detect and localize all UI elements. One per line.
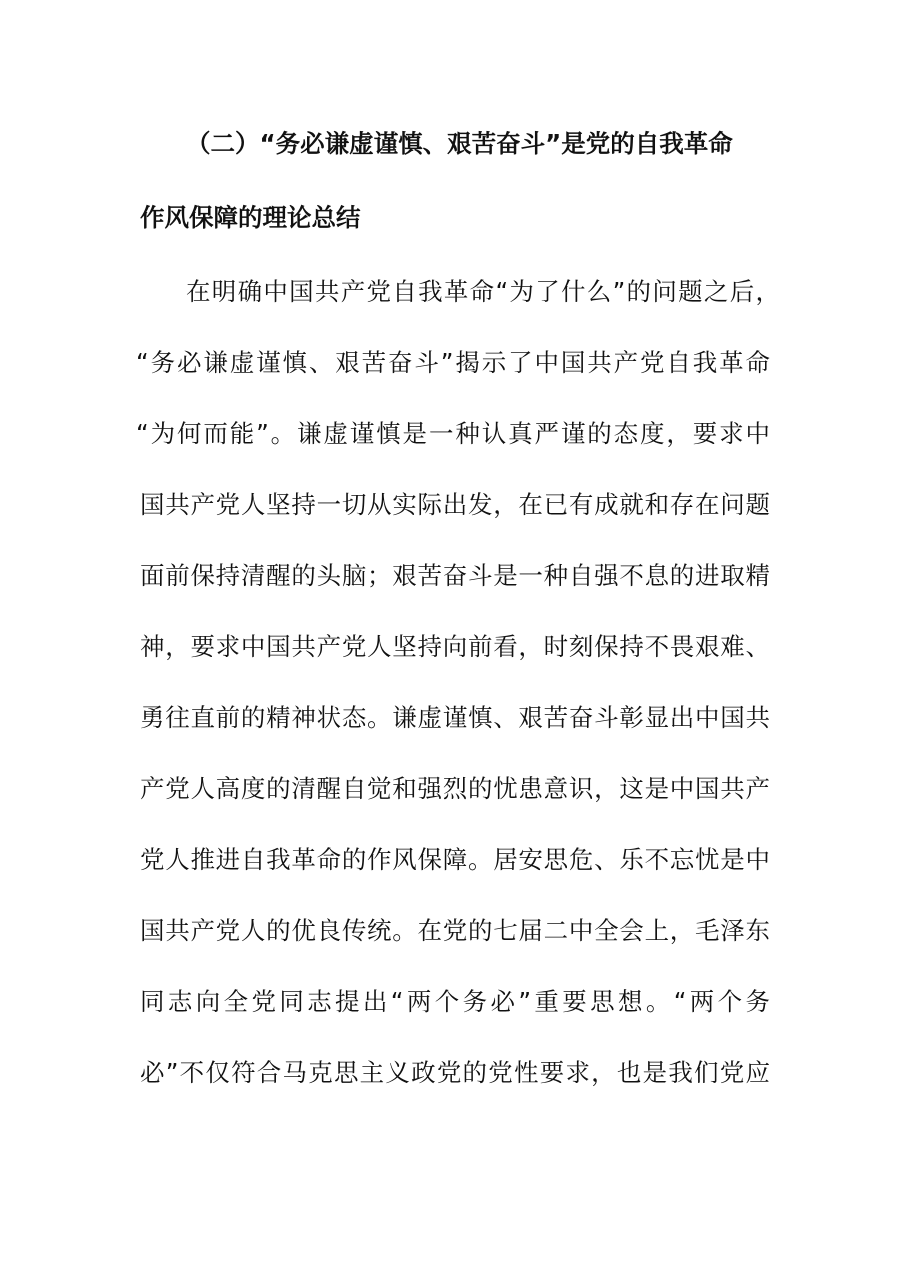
body-line: 神，要求中国共产党人坚持向前看，时刻保持不畏艰难、 — [140, 632, 770, 661]
body-line: 同志向全党同志提出“两个务必”重要思想。“两个务 — [140, 987, 770, 1016]
body-line: 产党人高度的清醒自觉和强烈的忧患意识，这是中国共产 — [140, 774, 770, 803]
body-line: 党人推进自我革命的作风保障。居安思危、乐不忘忧是中 — [140, 845, 770, 874]
body-line: 国共产党人坚持一切从实际出发，在已有成就和存在问题 — [140, 490, 770, 519]
body-line: 必”不仅符合马克思主义政党的党性要求，也是我们党应 — [140, 1058, 770, 1087]
body-line: “务必谦虚谨慎、艰苦奋斗”揭示了中国共产党自我革命 — [136, 348, 770, 377]
body-line: “为何而能”。谦虚谨慎是一种认真严谨的态度，要求中 — [136, 419, 770, 448]
body-line: 国共产党人的优良传统。在党的七届二中全会上，毛泽东 — [140, 916, 770, 945]
body-line: 勇往直前的精神状态。谦虚谨慎、艰苦奋斗彰显出中国共 — [140, 703, 770, 732]
section-heading-line-2: 作风保障的理论总结 — [140, 203, 361, 232]
section-heading-line-1: （二）“务必谦虚谨慎、艰苦奋斗”是党的自我革命 — [186, 129, 733, 158]
body-line: 面前保持清醒的头脑；艰苦奋斗是一种自强不息的进取精 — [140, 561, 770, 590]
body-line: 在明确中国共产党自我革命“为了什么”的问题之后， — [186, 277, 780, 306]
